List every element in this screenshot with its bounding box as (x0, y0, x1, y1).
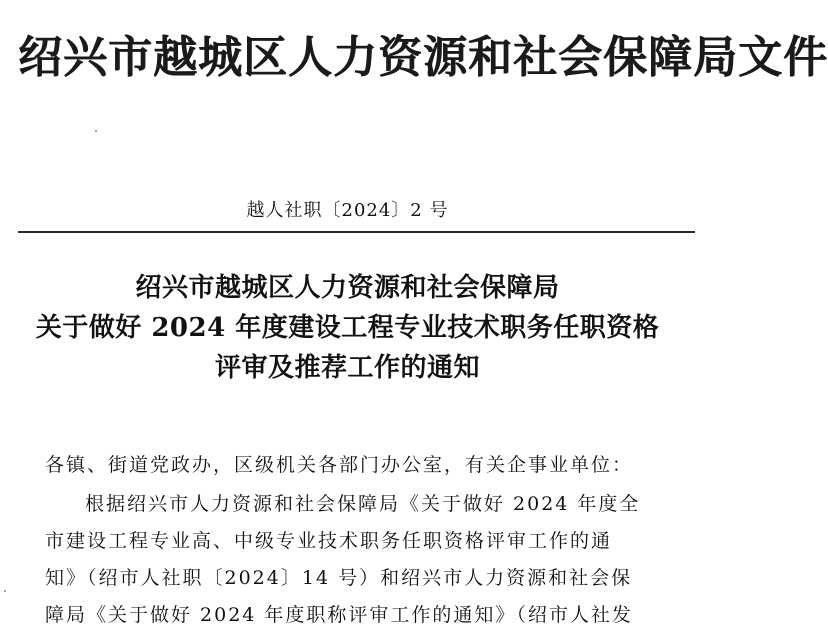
body-line: 市建设工程专业高、中级专业技术职务任职资格评审工作的通 (45, 530, 613, 552)
document-masthead: 绍兴市越城区人力资源和社会保障局文件 (18, 32, 828, 83)
document-number: 越人社职〔2024〕2 号 (246, 200, 449, 221)
body-paragraph (45, 486, 645, 634)
title-line: 评审及推荐工作的通知 (214, 353, 480, 383)
scan-speck (4, 590, 6, 592)
scan-speck (95, 130, 97, 132)
body-line: 障局《关于做好 2024 年度职称评审工作的通知》（绍市人社发 (45, 604, 633, 626)
salutation: 各镇、街道党政办，区级机关各部门办公室，有关企事业单位： (45, 454, 634, 476)
title-line: 关于做好 2024 年度建设工程专业技术职务任职资格 (35, 313, 660, 343)
notice-title (0, 268, 695, 388)
header-divider (18, 231, 695, 233)
body-line: 知》（绍市人社职〔2024〕14 号）和绍兴市人力资源和社会保 (45, 567, 633, 589)
body-line: 根据绍兴市人力资源和社会保障局《关于做好 2024 年度全 (85, 493, 641, 515)
title-line: 绍兴市越城区人力资源和社会保障局 (135, 273, 560, 303)
